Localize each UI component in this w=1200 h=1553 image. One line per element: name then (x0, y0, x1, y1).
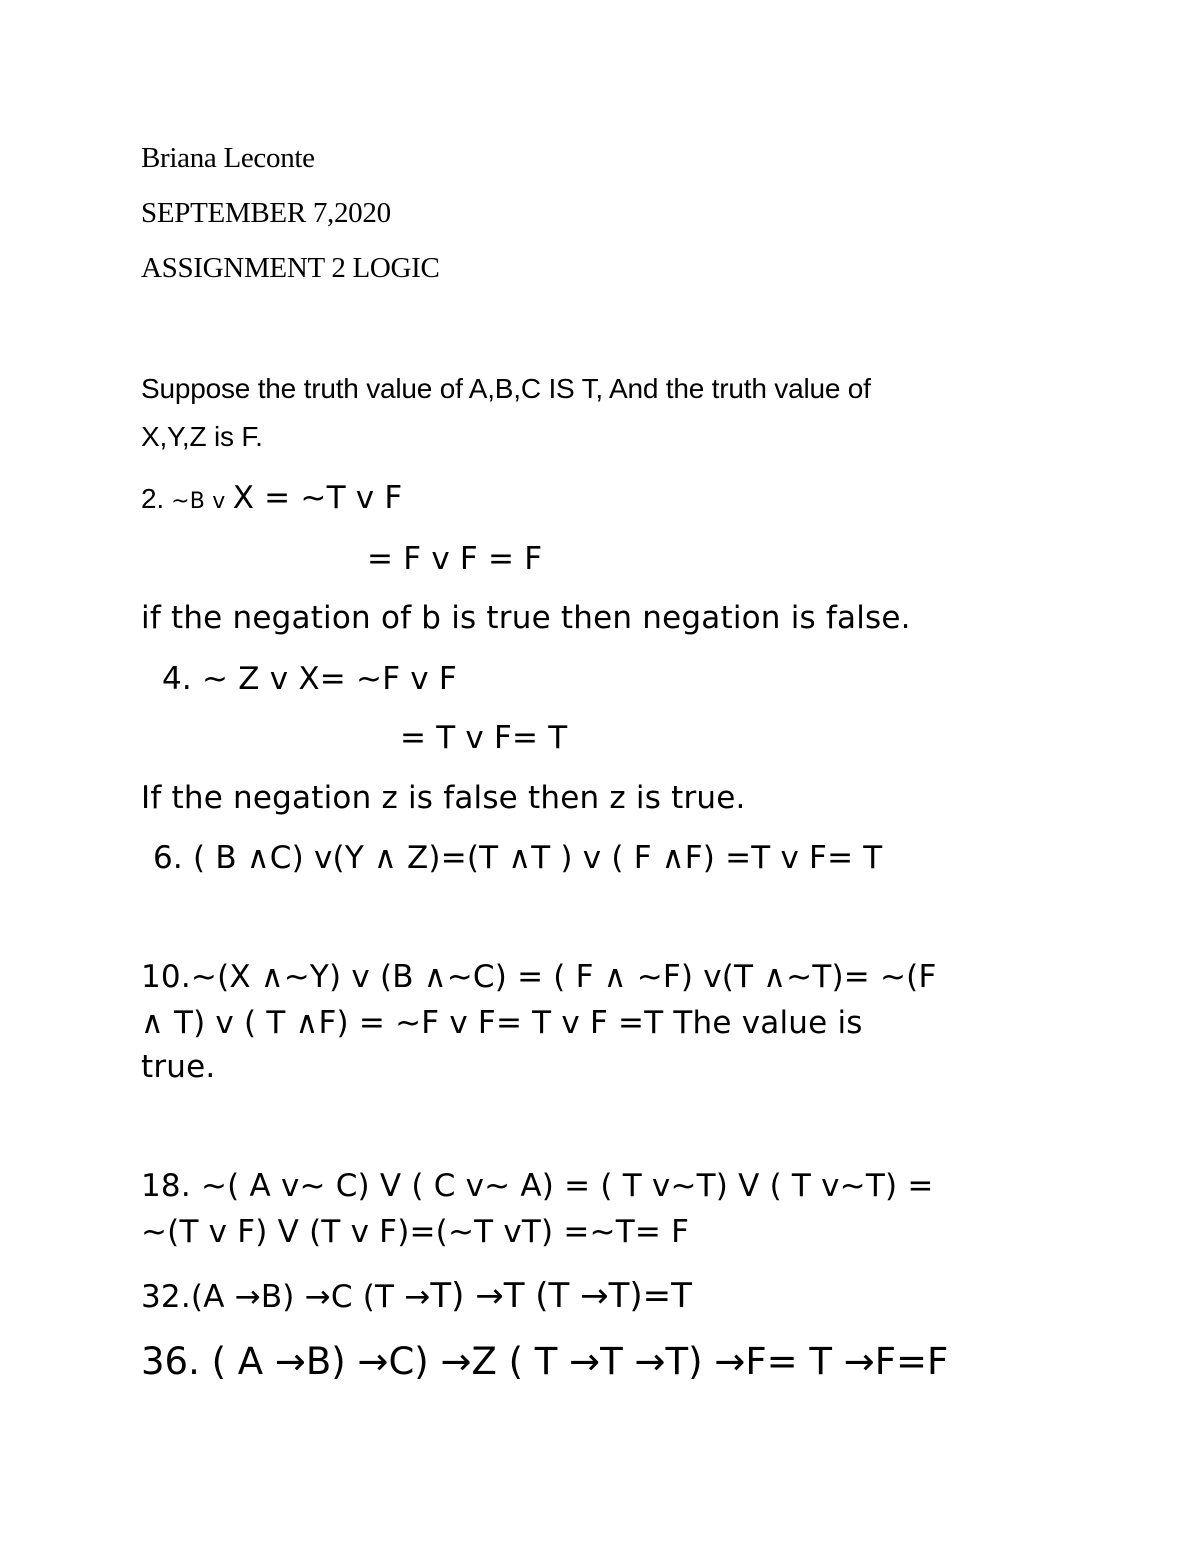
author-name: Briana Leconte (141, 142, 315, 174)
problem-2-number: 2. (141, 483, 164, 514)
problem-32-part-1: 32.(A →B) →C (T → (141, 1279, 431, 1315)
problem-4-line-1: 4. ~ Z v X= ~F v F (162, 661, 457, 697)
problem-2-expr-rest: X = ~T v F (232, 480, 403, 516)
problem-32-line-1 (141, 1276, 692, 1316)
problem-36-line-1: 36. ( A →B) →C) →Z ( T →T →T) →F= T →F=F (141, 1340, 949, 1383)
problem-18-line-2: ~(T v F) V (T v F)=(~T vT) =~T= F (141, 1214, 690, 1250)
problem-10-line-1: 10.~(X ∧~Y) v (B ∧~C) = ( F ∧ ~F) v(T ∧~T)= ~(F (141, 959, 937, 995)
problem-18-line-1: 18. ~( A v~ C) V ( C v~ A) = ( T v~T) V ( T v~T) = (141, 1168, 934, 1204)
problem-2-line-1 (141, 480, 402, 516)
intro-line-1: Suppose the truth value of A,B,C IS T, And the truth value of (141, 373, 871, 404)
assignment-title: ASSIGNMENT 2 LOGIC (141, 252, 440, 284)
problem-10-line-2: ∧ T) v ( T ∧F) = ~F v F= T v F =T The value is (141, 1005, 863, 1041)
problem-4-explanation: If the negation z is false then z is true. (141, 780, 746, 816)
problem-6-line-1: 6. ( B ∧C) v(Y ∧ Z)=(T ∧T ) v ( F ∧F) =T v F= T (153, 840, 883, 876)
date: SEPTEMBER 7,2020 (141, 197, 391, 229)
problem-2-expr-start: ~B v (163, 489, 233, 514)
problem-2-step-2: = F v F = F (367, 541, 543, 577)
problem-2-explanation: if the negation of b is true then negation is false. (141, 600, 911, 636)
problem-10-line-3: true. (141, 1049, 216, 1085)
problem-4-step-2: = T v F= T (400, 720, 568, 756)
intro-line-2: X,Y,Z is F. (141, 421, 263, 452)
problem-32-part-2: T) →T (T →T)=T (430, 1276, 692, 1316)
